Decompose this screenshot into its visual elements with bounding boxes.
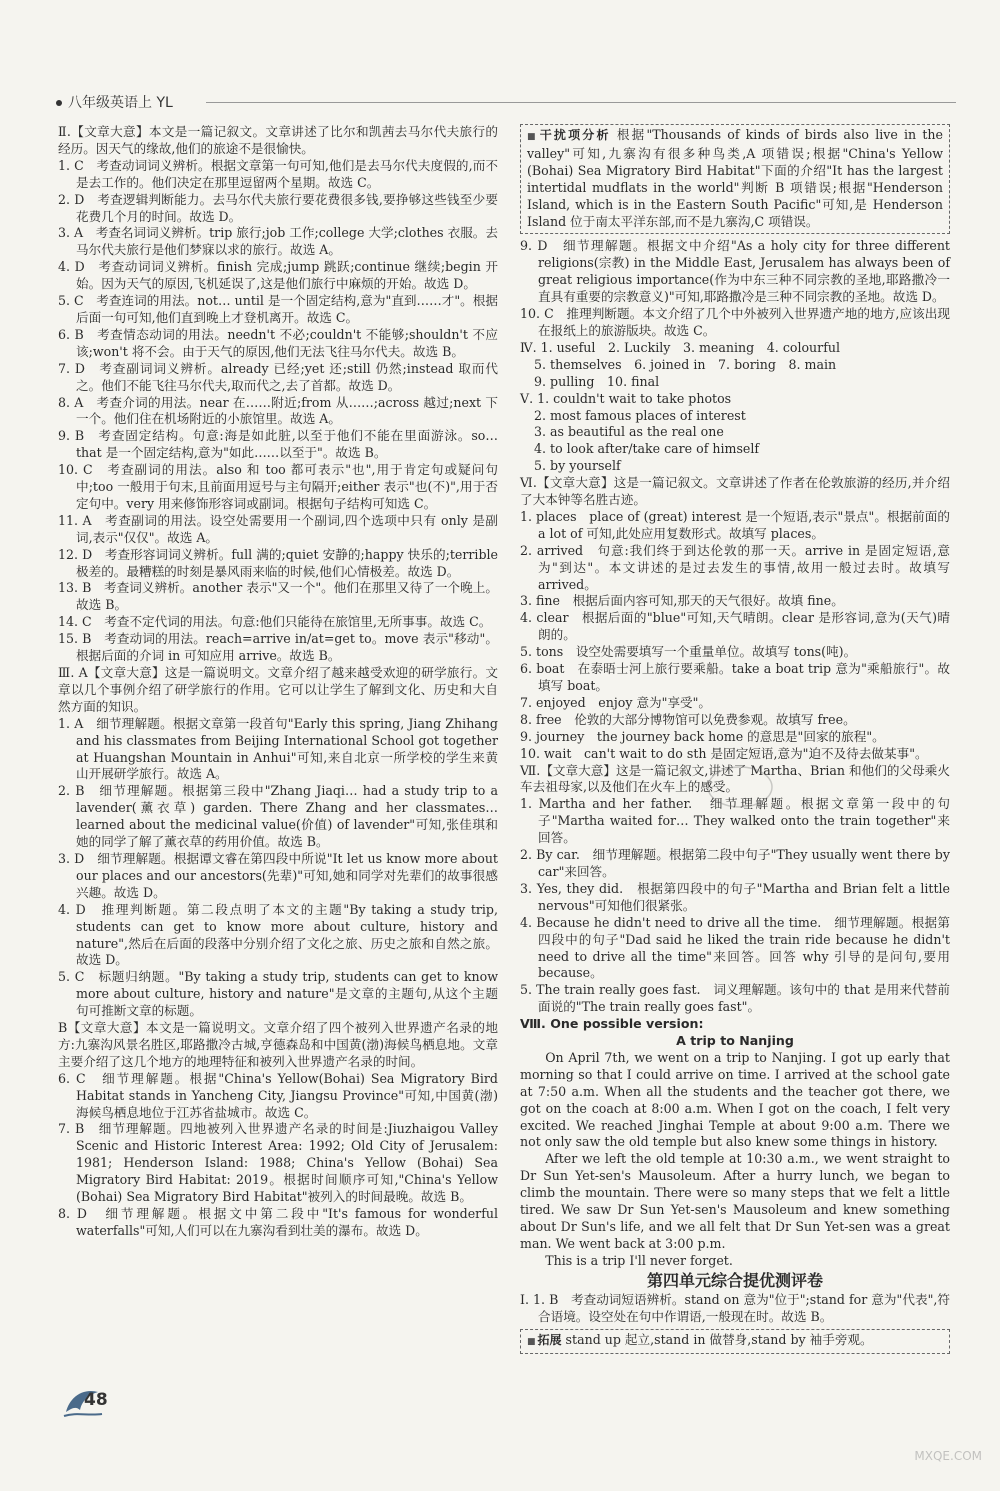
answer-paragraph: 5. themselves 6. joined in 7. boring 8. main <box>534 356 837 372</box>
answer-paragraph: 6. C 细节理解题。根据"China's Yellow(Bohai) Sea Migratory Bird Habitat stands in Yancheng City, Jiangsu Province"可知,中国黄(渤)海候鸟栖息地位于江苏省盐城市。故选 C。 <box>58 1070 498 1120</box>
answer-paragraph: 5. C 考查连词的用法。not… until 是一个固定结构,意为"直到……才"。根据后面一句可知,他们直到晚上才登机离开。故选 C。 <box>58 293 498 325</box>
answer-paragraph: 4. D 考查动词词义辨析。finish 完成;jump 跳跃;continue 继续;begin 开始。因为天气的原因,飞机延误了,这是他们旅行中麻烦的开始。故选 D。 <box>58 259 498 292</box>
answer-paragraph: 3. fine 根据后面内容可知,那天的天气很好。故填 fine。 <box>520 593 844 609</box>
answer-paragraph: 8. D 细节理解题。根据文中第二段中"It's famous for wonderful waterfalls"可知,人们可以在九寨沟看到壮美的瀑布。故选 D。 <box>58 1206 498 1238</box>
answer-paragraph: 8. A 考查介词的用法。near 在……附近;from 从……;across 越过;next 下一个。他们住在机场附近的小旅馆里。故选 A。 <box>58 394 498 427</box>
section-title: 第四单元综合提优测评卷 <box>646 1270 823 1290</box>
interference-text: 根据"Thousands of kinds of birds also live in the valley"可知,九寨沟有很多种鸟类,A 项错误;根据"China's Yellow (Bohai) Sea Migratory Bird Habitat"下面的介绍"It has the largest intertidal mudflats in the world"判断 B 项错误;根据"Henderson Island, which is in the Eastern South Pacific"可知,是 Henderson Island 位于南太平洋东部,而不是九寨沟,C 项错误。 <box>527 127 943 229</box>
answer-paragraph: 2. By car. 细节理解题。根据第二段中句子"They usually went there by car"来回答。 <box>520 847 950 879</box>
answer-paragraph: 1. places place of (great) interest 是一个短语,表示"景点"。根据前面的 a lot of 可知,此处应用复数形式。故填写 places。 <box>520 508 950 541</box>
interference-tag: ■ 干扰项分析 <box>527 128 611 142</box>
extension-box <box>520 1329 950 1355</box>
answer-paragraph: 5. by yourself <box>534 458 621 474</box>
essay-paragraph: This is a trip I'll never forget. <box>545 1252 733 1268</box>
essay-title: A trip to Nanjing <box>676 1033 794 1049</box>
watermark-text: MXQE.COM <box>914 1449 982 1463</box>
answer-paragraph: 1. C 考查动词词义辨析。根据文章第一句可知,他们是去马尔代夫度假的,而不是去工作的。他们决定在那里逗留两个星期。故选 C。 <box>58 157 498 190</box>
essay-body <box>520 1050 950 1270</box>
answer-paragraph: Ⅴ. 1. couldn't wait to take photos <box>520 390 732 406</box>
extension-tag: ■ 拓展 <box>527 1333 562 1347</box>
answer-paragraph: Ⅳ. 1. useful 2. Luckily 3. meaning 4. colourful <box>520 339 840 355</box>
answer-paragraph: 3. Yes, they did. 根据第四段中的句子"Martha and Brian felt a little nervous"可知他们很紧张。 <box>520 880 950 913</box>
answer-paragraph: 5. The train really goes fast. 词义理解题。该句中的 that 是用来代替前面说的"The train really goes fast"。 <box>520 982 950 1015</box>
page-number-badge <box>62 1382 122 1422</box>
answer-paragraph: 4. Because he didn't need to drive all the time. 细节理解题。根据第四段中的句子"Dad said he liked the train ride because he didn't need to drive all the time"来回答。回答 why 引导的是问句,要用 because。 <box>520 914 950 981</box>
answer-paragraph: Ⅱ.【文章大意】本文是一篇记叙文。文章讲述了比尔和凯茜去马尔代夫旅行的经历。因天气的缘故,他们的旅途不是很愉快。 <box>58 124 498 156</box>
answer-paragraph: 10. wait can't wait to do sth 是固定短语,意为"迫不及待去做某事"。 <box>520 745 928 761</box>
answer-paragraph: 1. Martha and her father. 细节理解题。根据文章第一段中的句子"Martha waited for… They walked onto the train together"来回答。 <box>520 796 950 846</box>
section-first-answer: Ⅰ. 1. B 考查动词短语辨析。stand on 意为"位于";stand for 意为"代表",符合语境。设空处在句中作谓语,一般现在时。故选 B。 <box>520 1291 950 1324</box>
answer-paragraph: 15. B 考查动词的用法。reach=arrive in/at=get to。move 表示"移动"。根据后面的介词 in 可知应用 arrive。故选 B。 <box>58 631 498 664</box>
answer-list-right <box>520 238 950 1016</box>
answer-paragraph: 4. clear 根据后面的"blue"可知,天气晴朗。clear 是形容词,意为(天气)晴朗的。 <box>520 610 950 643</box>
answer-paragraph: 13. B 考查词义辨析。another 表示"又一个"。他们在那里又待了一个晚上。故选 B。 <box>58 580 498 613</box>
answer-paragraph: 1. A 细节理解题。根据文章第一段首句"Early this spring, Jiang Zhihang and his classmates from Beijing International School got together at Huangshan Mountain in Anhui"可知,来自北京一所学校的学生来黄山开展研学旅行。故选 A。 <box>58 715 498 782</box>
answer-paragraph: 7. enjoyed enjoy 意为"享受"。 <box>520 694 712 710</box>
answer-paragraph: Ⅲ. A【文章大意】这是一篇说明文。文章介绍了越来越受欢迎的研学旅行。文章以几个事例介绍了研学旅行的作用。它可以让学生了解到文化、历史和大自然方面的知识。 <box>58 665 498 714</box>
answer-paragraph: Ⅶ.【文章大意】这是一篇记叙文,讲述了 Martha、Brian 和他们的父母乘火车去祖母家,以及他们在火车上的感受。 <box>520 762 950 795</box>
answer-paragraph: 10. C 推理判断题。本文介绍了几个中外被列入世界遗产地的地方,应该出现在报纸上的旅游版块。故选 C。 <box>520 306 950 338</box>
answer-paragraph: 11. A 考查副词的用法。设空处需要用一个副词,四个选项中只有 only 是副词,表示"仅仅"。故选 A。 <box>58 512 498 545</box>
page-header <box>56 92 956 114</box>
interference-analysis-box <box>520 124 950 234</box>
answer-paragraph: 14. C 考查不定代词的用法。句意:他们只能待在旅馆里,无所事事。故选 C。 <box>58 614 492 630</box>
answer-paragraph: 9. B 考查固定结构。句意:海是如此脏,以至于他们不能在里面游泳。so… that 是一个固定结构,意为"如此……以至于"。故选 B。 <box>58 428 498 461</box>
answer-paragraph: 10. C 考查副词的用法。also 和 too 都可表示"也",用于肯定句或疑问句中;too 一般用于句末,且前面用逗号与主句隔开;either 表示"也(不)",用于否定句中。very 用来修饰形容词或副词。根据句子结构可知选 C。 <box>58 462 498 511</box>
answer-paragraph: 3. D 细节理解题。根据谭文睿在第四段中所说"It let us know more about our places and our ancestors(先辈)"可知,她和同学对先辈们的故事很感兴趣。故选 D。 <box>58 850 498 900</box>
right-column <box>520 124 950 1358</box>
essay-paragraph: After we left the old temple at 10:30 a.m., we went straight to Dr Sun Yet-sen's Mausoleum. After a hurry lunch, we began to climb the mountain. There were so many steps that we felt a little tired. We saw Dr Sun Yet-sen's Mausoleum and knew something about Dr Sun's life, and we all felt that Dr Sun Yet-sen was a great man. We went back at 3:00 p.m. <box>520 1151 950 1251</box>
bullet-icon <box>56 100 62 106</box>
answer-paragraph: 5. C 标题归纳题。"By taking a study trip, students can get to know more about culture, history and nature"是文章的主题句,从这个主题句可推断文章的标题。 <box>58 969 498 1019</box>
answer-paragraph: 7. D 考查副词词义辨析。already 已经;yet 还;still 仍然;instead 取而代之。他们不能飞往马尔代夫,取而代之,去了首都。故选 D。 <box>58 360 498 393</box>
answer-paragraph: B【文章大意】本文是一篇说明文。文章介绍了四个被列入世界遗产名录的地方:九寨沟风景名胜区,耶路撒冷古城,亨德森岛和中国黄(渤)海候鸟栖息地。文章主要介绍了这几个地方的地理特征和被列入世界遗产名录的时间。 <box>58 1020 498 1069</box>
answer-paragraph: 9. D 细节理解题。根据文中介绍"As a holy city for three different religions(宗教) in the Middle East, Jerusalem has always been of great religious importance(作为中东三种不同宗教的圣地,耶路撒冷一直具有重要的宗教意义)"可知,耶路撒冷是三种不同宗教的圣地。故选 D。 <box>520 238 950 305</box>
answer-paragraph: Ⅵ.【文章大意】这是一篇记叙文。文章讲述了作者在伦敦旅游的经历,并介绍了大本钟等名胜古迹。 <box>520 475 950 508</box>
answer-paragraph: 6. boat 在泰晤士河上旅行要乘船。take a boat trip 意为"乘船旅行"。故填写 boat。 <box>520 661 950 693</box>
answer-paragraph: 3. A 考查名词词义辨析。trip 旅行;job 工作;college 大学;clothes 衣服。去马尔代夫旅行是他们梦寐以求的旅行。故选 A。 <box>58 225 498 258</box>
header-title: 八年级英语上 YL <box>68 95 173 111</box>
answer-paragraph: 12. D 考查形容词词义辨析。full 满的;quiet 安静的;happy 快乐的;terrible 极差的。最糟糕的时刻是暴风雨来临的时候,他们心情极差。故选 D。 <box>58 546 498 579</box>
answer-paragraph: 9. journey the journey back home 的意思是"回家的旅程"。 <box>520 728 885 744</box>
answer-paragraph: 8. free 伦敦的大部分博物馆可以免费参观。故填写 free。 <box>520 711 856 727</box>
answer-paragraph: 2. most famous places of interest <box>534 407 746 423</box>
answer-paragraph: 4. D 推理判断题。第二段点明了本文的主题"By taking a study trip, students can get to know more about culture, history and nature",然后在后面的段落中分别介绍了文化之旅、历史之旅和自然之旅。故选 D。 <box>58 901 498 968</box>
answer-paragraph: 9. pulling 10. final <box>534 373 660 389</box>
answer-paragraph: 2. B 细节理解题。根据第三段中"Zhang Jiaqi… had a study trip to a lavender(薰衣草) garden. There Zhang and her classmates… learned about the medicinal value(价值) of lavender"可知,张佳琪和她的同学了解了薰衣草的药用价值。故选 B。 <box>58 783 498 850</box>
answer-paragraph: 4. to look after/take care of himself <box>534 441 760 457</box>
answer-paragraph: 5. tons 设空处需要填写一个重量单位。故填写 tons(吨)。 <box>520 644 857 660</box>
page-number: 48 <box>84 1390 108 1410</box>
answer-paragraph: 2. D 考查逻辑判断能力。去马尔代夫旅行要花费很多钱,要挣够这些钱至少要花费几个月的时间。故选 D。 <box>58 191 498 224</box>
header-rule <box>206 102 956 103</box>
essay-label: Ⅷ. One possible version: <box>520 1016 704 1032</box>
stamp-mark <box>705 763 775 811</box>
answer-paragraph: 3. as beautiful as the real one <box>534 424 724 440</box>
answer-paragraph: 6. B 考查情态动词的用法。needn't 不必;couldn't 不能够;shouldn't 不应该;won't 将不会。由于天气的原因,他们无法飞往马尔代夫。故选 B。 <box>58 326 498 359</box>
answer-paragraph: 7. B 细节理解题。四地被列入世界遗产名录的时间是:Jiuzhaigou Valley Scenic and Historic Interest Area: 1992; Old City of Jerusalem: 1981; Henderson Island: 1988; China's Yellow (Bohai) Sea Migratory Bird Habitat: 2019。根据时间顺序可知,"China's Yellow (Bohai) Sea Migratory Bird Habitat"被列入的时间最晚。故选 B。 <box>58 1121 498 1205</box>
watermark <box>792 1403 982 1463</box>
essay-paragraph: On April 7th, we went on a trip to Nanjing. I got up early that morning so that I could arrive on time. I arrived at the school gate at 7:50 a.m. When all the students and the teacher got there, we got on the coach at 8:00 a.m. When I got on the coach, I felt very excited. We reached Jinghai Temple at about 9:00 a.m. There we not only saw the old temple but also knew some things in history. <box>520 1049 950 1150</box>
left-column <box>58 124 498 1240</box>
answer-paragraph: 2. arrived 句意:我们终于到达伦敦的那一天。arrive in 是固定短语,意为"到达"。本文讲述的是过去发生的事情,故用一般过去时。故填写 arrived。 <box>520 542 950 592</box>
extension-text: stand up 起立,stand in 做替身,stand by 袖手旁观。 <box>565 1331 873 1347</box>
